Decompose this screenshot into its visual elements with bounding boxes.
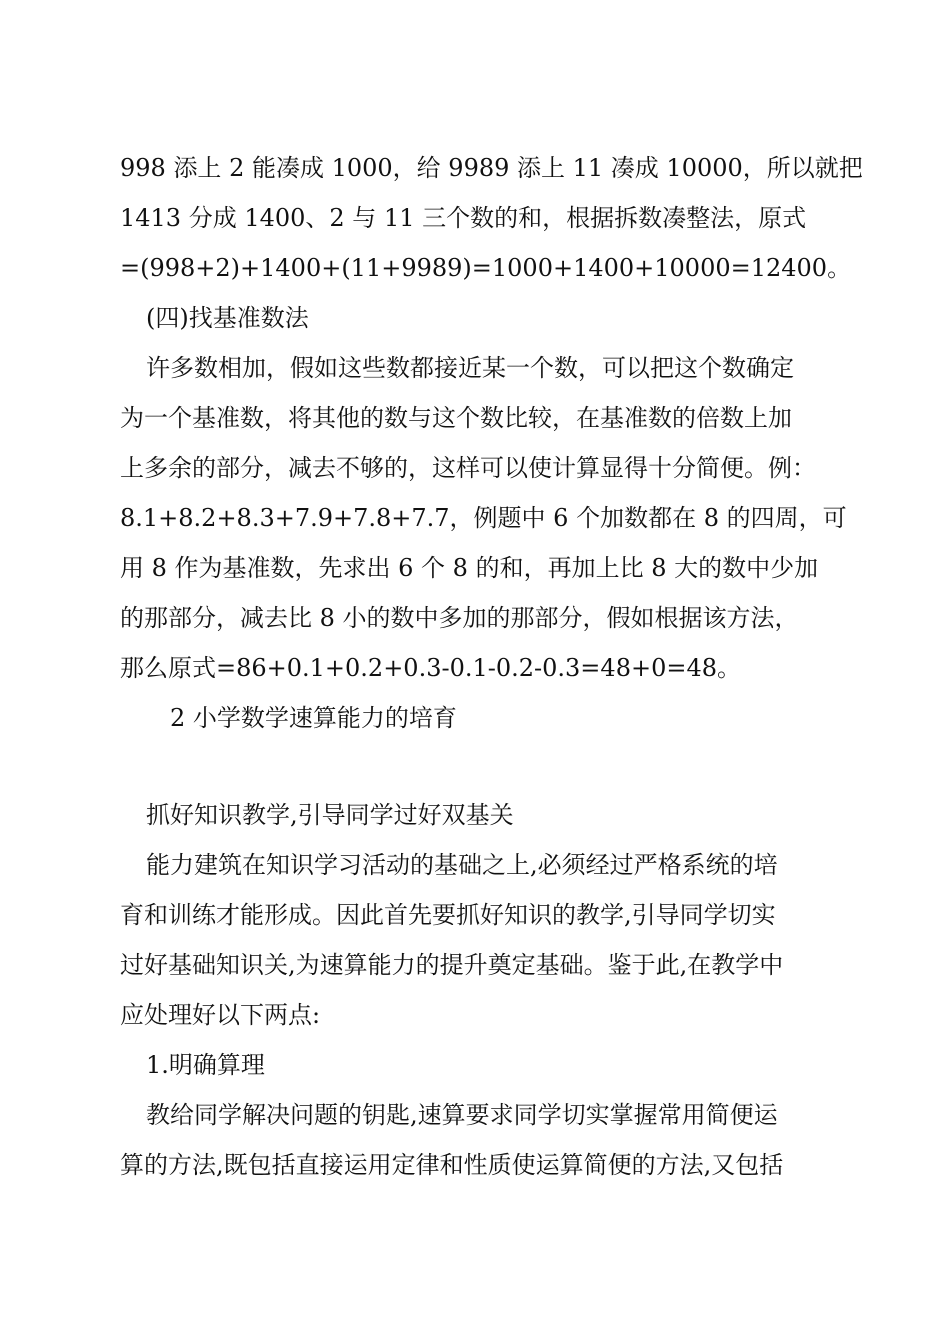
text-line-15: 育和训练才能形成。因此首先要抓好知识的教学,引导同学切实 — [120, 901, 776, 929]
text-line-1: 998 添上 2 能凑成 1000，给 9989 添上 11 凑成 10000，所以就把 — [120, 154, 863, 182]
text-line-20: 算的方法,既包括直接运用定律和性质使运算简便的方法,又包括 — [120, 1151, 784, 1179]
section-heading-2: 2 小学数学速算能力的培育 — [170, 704, 457, 732]
text-line-14: 能力建筑在知识学习活动的基础之上,必须经过严格系统的培 — [146, 851, 778, 879]
text-line-10: 的那部分，减去比 8 小的数中多加的那部分，假如根据该方法， — [120, 604, 799, 632]
text-line-7: 上多余的部分，减去不够的，这样可以使计算显得十分简便。例： — [120, 454, 816, 482]
text-line-16: 过好基础知识关,为速算能力的提升奠定基础。鉴于此,在教学中 — [120, 951, 784, 979]
numbered-heading: 1.明确算理 — [146, 1051, 265, 1079]
text-line-9: 用 8 作为基准数，先求出 6 个 8 的和，再加上比 8 大的数中少加 — [120, 554, 819, 582]
text-line-8: 8.1+8.2+8.3+7.9+7.8+7.7，例题中 6 个加数都在 8 的四周，可 — [120, 504, 847, 532]
text-line-11: 那么原式=86+0.1+0.2+0.3-0.1-0.2-0.3=48+0=48。 — [120, 654, 741, 682]
text-line-5: 许多数相加，假如这些数都接近某一个数，可以把这个数确定 — [146, 354, 794, 382]
text-line-3: =(998+2)+1400+(11+9989)=1000+1400+10000=12400。 — [120, 254, 852, 282]
text-line-17: 应处理好以下两点: — [120, 1001, 321, 1029]
text-line-2: 1413 分成 1400、2 与 11 三个数的和，根据拆数凑整法，原式 — [120, 204, 807, 232]
text-line-19: 教给同学解决问题的钥匙,速算要求同学切实掌握常用简便运 — [146, 1101, 778, 1129]
subsection-heading: 抓好知识教学,引导同学过好双基关 — [146, 801, 514, 829]
section-heading-4: (四)找基准数法 — [146, 304, 309, 332]
text-line-6: 为一个基准数，将其他的数与这个数比较，在基准数的倍数上加 — [120, 404, 792, 432]
